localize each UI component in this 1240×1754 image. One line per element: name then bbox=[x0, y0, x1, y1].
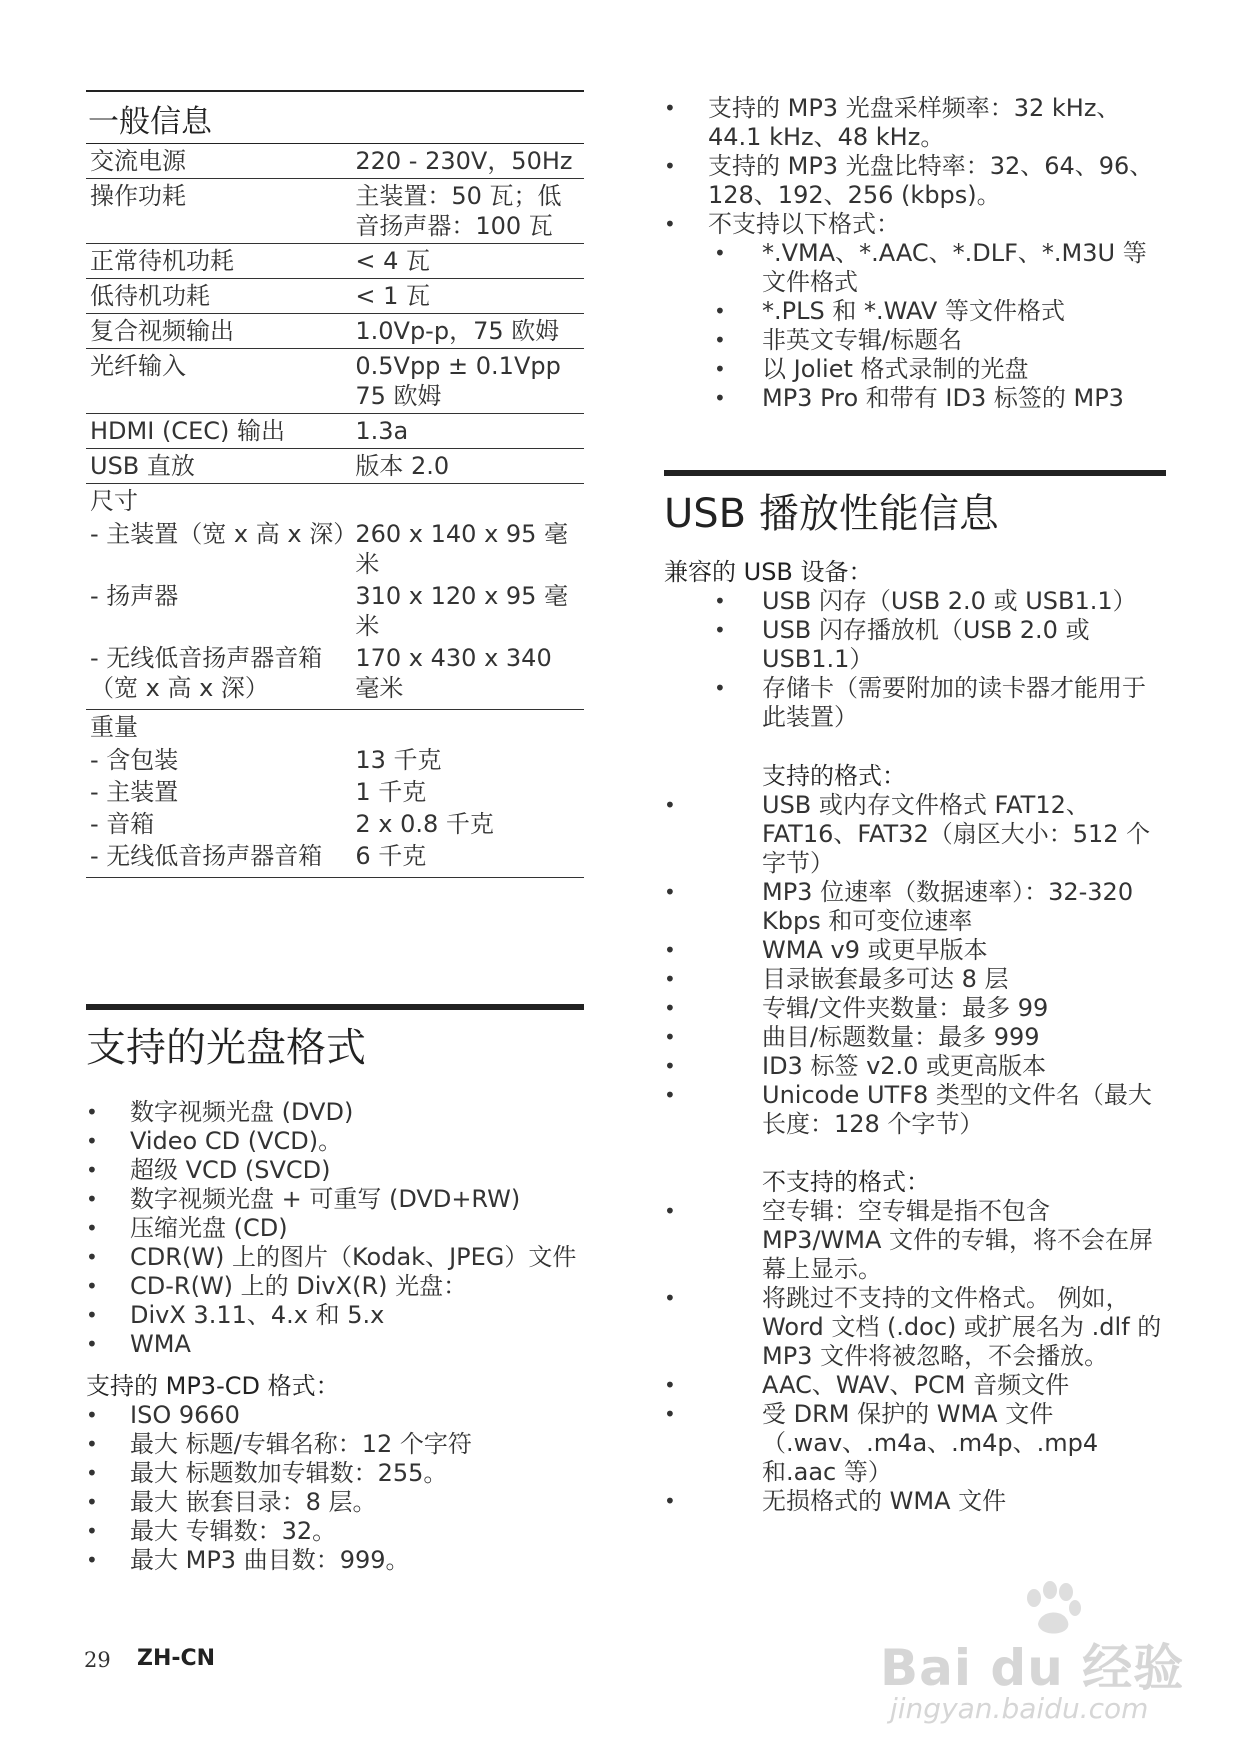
spec-row bbox=[86, 144, 584, 179]
weight-item-row bbox=[86, 808, 584, 840]
spec-key: 交流电源 bbox=[86, 144, 351, 179]
spec-key: - 音箱 bbox=[90, 810, 155, 838]
weight-item-row bbox=[86, 840, 584, 878]
mp3cd-label: 支持的 MP3-CD 格式： bbox=[86, 1372, 340, 1400]
bullet-icon: • bbox=[714, 299, 726, 323]
list-item bbox=[86, 1185, 584, 1214]
list-item bbox=[664, 1052, 1166, 1081]
spec-value: 310 x 120 x 95 毫米 bbox=[355, 582, 569, 640]
list-item bbox=[664, 1371, 1166, 1400]
spec-value: 1.3a bbox=[351, 414, 584, 449]
list-item-text: Unicode UTF8 类型的文件名（最大长度：128 个字节） bbox=[762, 1081, 1152, 1138]
list-item bbox=[86, 1330, 584, 1359]
spec-value: < 1 瓦 bbox=[351, 279, 584, 314]
list-item bbox=[664, 791, 1166, 878]
list-item-text: 专辑/文件夹数量：最多 99 bbox=[762, 994, 1049, 1022]
spec-value: 220 - 230V，50Hz bbox=[351, 144, 584, 179]
bullet-icon: • bbox=[664, 154, 676, 178]
list-item-text: USB 或内存文件格式 FAT12、FAT16、FAT32（扇区大小：512 个字节） bbox=[762, 791, 1151, 877]
list-item-text: 最大 标题数加专辑数：255。 bbox=[130, 1459, 448, 1487]
bullet-icon: • bbox=[714, 618, 726, 642]
list-item-text: 不支持以下格式： bbox=[708, 210, 900, 238]
spec-key: - 扬声器 bbox=[90, 582, 179, 610]
bullet-icon: • bbox=[664, 996, 676, 1020]
list-item-text: DivX 3.11、4.x 和 5.x bbox=[130, 1301, 385, 1329]
list-item-text: 空专辑：空专辑是指不包含 MP3/WMA 文件的专辑，将不会在屏幕上显示。 bbox=[762, 1197, 1154, 1283]
general-info-title: 一般信息 bbox=[88, 104, 212, 140]
bullet-icon: • bbox=[664, 938, 676, 962]
bullet-icon: • bbox=[86, 1519, 98, 1543]
list-item-text: 最大 嵌套目录：8 层。 bbox=[130, 1488, 377, 1516]
spec-row bbox=[86, 349, 584, 414]
bullet-icon: • bbox=[714, 357, 726, 381]
bullet-icon: • bbox=[664, 96, 676, 120]
list-item bbox=[664, 1197, 1166, 1284]
dimensions-item-row bbox=[86, 580, 584, 642]
list-item-text: 非英文专辑/标题名 bbox=[762, 326, 963, 354]
list-item bbox=[664, 1400, 1166, 1487]
list-item bbox=[664, 1284, 1166, 1371]
spec-key: HDMI (CEC) 输出 bbox=[86, 414, 351, 449]
spec-value: 13 千克 bbox=[355, 746, 442, 774]
spec-table bbox=[86, 144, 584, 878]
mp3cd-format-list bbox=[86, 1401, 584, 1575]
list-item bbox=[664, 94, 1166, 152]
usb-supported-list bbox=[664, 791, 1166, 1139]
list-item bbox=[664, 1081, 1166, 1139]
bullet-icon: • bbox=[664, 1489, 676, 1513]
bullet-icon: • bbox=[664, 967, 676, 991]
spec-key: 低待机功耗 bbox=[86, 279, 351, 314]
spec-value: 170 x 430 x 340 毫米 bbox=[351, 642, 584, 710]
bullet-icon: • bbox=[664, 1083, 676, 1107]
bullet-icon: • bbox=[714, 589, 726, 613]
list-item bbox=[664, 965, 1166, 994]
baidu-watermark bbox=[880, 1580, 1210, 1740]
spec-key: - 主装置 bbox=[90, 778, 179, 806]
list-item-text: 最大 标题/专辑名称：12 个字符 bbox=[130, 1430, 472, 1458]
spec-key: - 无线低音扬声器音箱（宽 x 高 x 深） bbox=[86, 642, 351, 710]
list-item bbox=[712, 384, 1166, 413]
list-item-text: 目录嵌套最多可达 8 层 bbox=[762, 965, 1009, 993]
bullet-icon: • bbox=[86, 1303, 98, 1327]
list-item bbox=[86, 1488, 584, 1517]
list-item bbox=[712, 326, 1166, 355]
list-item-text: 数字视频光盘 (DVD) bbox=[130, 1098, 354, 1126]
bullet-icon: • bbox=[664, 1054, 676, 1078]
dimensions-label: 尺寸 bbox=[90, 487, 138, 515]
spec-value: 6 千克 bbox=[351, 840, 584, 878]
usb-unsupported-list bbox=[664, 1197, 1166, 1516]
bullet-icon: • bbox=[86, 1158, 98, 1182]
list-item-text: 无损格式的 WMA 文件 bbox=[762, 1487, 1007, 1515]
bullet-icon: • bbox=[86, 1274, 98, 1298]
mp3-unsupported-list bbox=[712, 239, 1166, 413]
bullet-icon: • bbox=[714, 676, 726, 700]
spec-key: - 主装置（宽 x 高 x 深） bbox=[90, 520, 358, 548]
bullet-icon: • bbox=[86, 1187, 98, 1211]
spec-value: < 4 瓦 bbox=[351, 244, 584, 279]
spec-value: 260 x 140 x 95 毫米 bbox=[355, 520, 569, 578]
disc-formats-title: 支持的光盘格式 bbox=[86, 1025, 366, 1071]
list-item-text: *.VMA、*.AAC、*.DLF、*.M3U 等文件格式 bbox=[762, 239, 1147, 296]
disc-formats-heading bbox=[86, 1004, 584, 1080]
weight-item-row bbox=[86, 776, 584, 808]
bullet-icon: • bbox=[86, 1490, 98, 1514]
list-item-text: 曲目/标题数量：最多 999 bbox=[762, 1023, 1040, 1051]
spec-value: 版本 2.0 bbox=[351, 449, 584, 484]
weight-item-row bbox=[86, 744, 584, 776]
bullet-icon: • bbox=[86, 1100, 98, 1124]
list-item bbox=[664, 152, 1166, 210]
bullet-icon: • bbox=[86, 1332, 98, 1356]
spec-row bbox=[86, 314, 584, 349]
bullet-icon: • bbox=[664, 1402, 676, 1426]
bullet-icon: • bbox=[664, 1025, 676, 1049]
spec-row bbox=[86, 179, 584, 244]
list-item bbox=[86, 1214, 584, 1243]
list-item bbox=[712, 297, 1166, 326]
list-item-text: 存储卡（需要附加的读卡器才能用于此装置） bbox=[762, 674, 1146, 731]
spec-value: 0.5Vpp ± 0.1Vpp 75 欧姆 bbox=[351, 349, 584, 414]
list-item-text: 支持的 MP3 光盘采样频率：32 kHz、44.1 kHz、48 kHz。 bbox=[708, 94, 1121, 151]
list-item-text: 受 DRM 保护的 WMA 文件（.wav、.m4a、.m4p、.mp4 和.aac 等） bbox=[762, 1400, 1099, 1486]
list-item bbox=[664, 878, 1166, 936]
dimensions-item-row bbox=[86, 518, 584, 580]
list-item bbox=[86, 1156, 584, 1185]
bullet-icon: • bbox=[86, 1548, 98, 1572]
list-item-text: 以 Joliet 格式录制的光盘 bbox=[762, 355, 1029, 383]
list-item bbox=[86, 1430, 584, 1459]
list-item bbox=[86, 1272, 584, 1301]
list-item-text: 最大 专辑数：32。 bbox=[130, 1517, 337, 1545]
list-item bbox=[664, 210, 1166, 239]
list-item-text: Video CD (VCD)。 bbox=[130, 1127, 343, 1155]
weight-label: 重量 bbox=[90, 713, 138, 741]
list-item bbox=[712, 239, 1166, 297]
list-item-text: ID3 标签 v2.0 或更高版本 bbox=[762, 1052, 1047, 1080]
spec-key: USB 直放 bbox=[86, 449, 351, 484]
list-item bbox=[664, 1023, 1166, 1052]
usb-unsupported-label: 不支持的格式： bbox=[762, 1168, 930, 1196]
list-item-text: USB 闪存播放机（USB 2.0 或 USB1.1） bbox=[762, 616, 1090, 673]
list-item bbox=[664, 1487, 1166, 1516]
list-item-text: 压缩光盘 (CD) bbox=[130, 1214, 288, 1242]
bullet-icon: • bbox=[714, 386, 726, 410]
spec-key: 操作功耗 bbox=[86, 179, 351, 244]
bullet-icon: • bbox=[664, 1286, 676, 1310]
list-item bbox=[664, 936, 1166, 965]
bullet-icon: • bbox=[86, 1461, 98, 1485]
spec-value: 1 千克 bbox=[355, 778, 427, 806]
list-item-text: *.PLS 和 *.WAV 等文件格式 bbox=[762, 297, 1065, 325]
list-item bbox=[86, 1127, 584, 1156]
list-item bbox=[86, 1401, 584, 1430]
page-number: 29 bbox=[84, 1648, 111, 1672]
usb-title: USB 播放性能信息 bbox=[664, 491, 999, 537]
usb-supported-label: 支持的格式： bbox=[762, 762, 906, 790]
list-item bbox=[712, 587, 1166, 616]
spec-key: - 含包装 bbox=[90, 746, 179, 774]
bullet-icon: • bbox=[86, 1245, 98, 1269]
list-item bbox=[712, 355, 1166, 384]
language-code: ZH-CN bbox=[137, 1646, 216, 1671]
list-item-text: MP3 位速率（数据速率）：32-320 Kbps 和可变位速率 bbox=[762, 878, 1134, 935]
list-item bbox=[86, 1243, 584, 1272]
bullet-icon: • bbox=[86, 1432, 98, 1456]
list-item-text: USB 闪存（USB 2.0 或 USB1.1） bbox=[762, 587, 1137, 615]
list-item-text: ISO 9660 bbox=[130, 1401, 240, 1429]
bullet-icon: • bbox=[86, 1403, 98, 1427]
bullet-icon: • bbox=[714, 241, 726, 265]
list-item bbox=[712, 674, 1166, 732]
spec-key: 正常待机功耗 bbox=[86, 244, 351, 279]
watermark-url: jingyan.baidu.com bbox=[890, 1692, 1149, 1725]
list-item bbox=[86, 1459, 584, 1488]
spec-row bbox=[86, 244, 584, 279]
spec-value: 1.0Vp-p，75 欧姆 bbox=[351, 314, 584, 349]
spec-key: 光纤输入 bbox=[86, 349, 351, 414]
bullet-icon: • bbox=[714, 328, 726, 352]
spec-empty-cell bbox=[351, 710, 584, 745]
disc-format-list bbox=[86, 1098, 584, 1359]
list-item bbox=[86, 1301, 584, 1330]
list-item-text: MP3 Pro 和带有 ID3 标签的 MP3 bbox=[762, 384, 1124, 412]
usb-compat-label: 兼容的 USB 设备： bbox=[664, 558, 873, 586]
list-item-text: CD-R(W) 上的 DivX(R) 光盘： bbox=[130, 1272, 468, 1300]
spec-row bbox=[86, 449, 584, 484]
list-item-text: 最大 MP3 曲目数：999。 bbox=[130, 1546, 410, 1574]
spec-key: - 无线低音扬声器音箱 bbox=[86, 840, 351, 878]
bullet-icon: • bbox=[664, 793, 676, 817]
list-item bbox=[86, 1517, 584, 1546]
bullet-icon: • bbox=[664, 1199, 676, 1223]
usb-compat-list bbox=[712, 587, 1166, 732]
bullet-icon: • bbox=[86, 1129, 98, 1153]
list-item-text: AAC、WAV、PCM 音频文件 bbox=[762, 1371, 1070, 1399]
list-item bbox=[664, 994, 1166, 1023]
bullet-icon: • bbox=[664, 880, 676, 904]
list-item-text: 数字视频光盘 + 可重写 (DVD+RW) bbox=[130, 1185, 521, 1213]
list-item bbox=[86, 1098, 584, 1127]
dimensions-group-row bbox=[86, 484, 584, 519]
bullet-icon: • bbox=[86, 1216, 98, 1240]
list-item-text: 将跳过不支持的文件格式。 例如，Word 文档 (.doc) 或扩展名为 .dlf 的 MP3 文件将被忽略，不会播放。 bbox=[762, 1284, 1162, 1370]
list-item-text: WMA v9 或更早版本 bbox=[762, 936, 988, 964]
list-item-text: 超级 VCD (SVCD) bbox=[130, 1156, 331, 1184]
list-item bbox=[712, 616, 1166, 674]
mp3-support-list bbox=[664, 94, 1166, 239]
spec-key: 复合视频输出 bbox=[86, 314, 351, 349]
spec-row bbox=[86, 279, 584, 314]
spec-empty-cell bbox=[351, 484, 584, 519]
list-item bbox=[86, 1546, 584, 1575]
bullet-icon: • bbox=[664, 212, 676, 236]
spec-value: 2 x 0.8 千克 bbox=[355, 810, 494, 838]
list-item-text: CDR(W) 上的图片（Kodak、JPEG）文件 bbox=[130, 1243, 577, 1271]
weight-group-row bbox=[86, 710, 584, 745]
usb-heading bbox=[664, 470, 1166, 546]
bullet-icon: • bbox=[664, 1373, 676, 1397]
spec-value: 主装置：50 瓦；低音扬声器：100 瓦 bbox=[351, 179, 584, 244]
general-info-heading bbox=[86, 90, 584, 144]
watermark-brand: Bai du 经验 bbox=[880, 1639, 1185, 1697]
list-item-text: 支持的 MP3 光盘比特率：32、64、96、128、192、256 (kbps)。 bbox=[708, 152, 1154, 209]
spec-row bbox=[86, 414, 584, 449]
dimensions-item-row bbox=[86, 642, 584, 710]
list-item-text: WMA bbox=[130, 1330, 191, 1358]
